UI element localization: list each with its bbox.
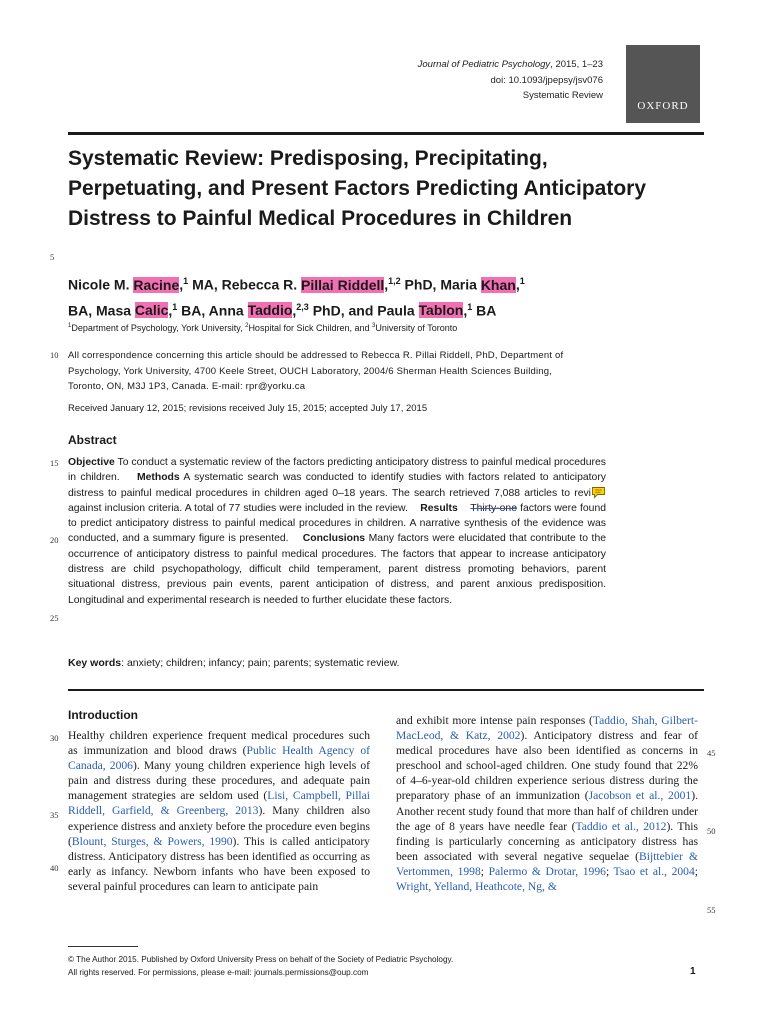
top-rule (68, 132, 704, 135)
rights-line: All rights reserved. For permissions, please e-mail: journals.permissions@oup.com (68, 968, 369, 977)
line-number-35: 35 (50, 810, 59, 820)
keywords-label: Key words (68, 657, 122, 669)
abstract-heading: Abstract (68, 433, 117, 447)
abstract-methods-text-cont: against inclusion criteria. A total of 77 studies were included in the review. (68, 502, 408, 514)
abstract-methods-label: Methods (136, 472, 180, 484)
intro-text: ). Another recent study found that more than half of children under the age of 8 years have needle fear ( (396, 789, 698, 833)
line-number-30: 30 (50, 733, 59, 743)
introduction-heading: Introduction (68, 708, 138, 722)
intro-text: ). Many children also experience distress and anxiety before the procedure even begins ( (68, 804, 371, 848)
journal-name: Journal of Pediatric Psychology (417, 59, 551, 70)
abstract-objective-text: To conduct a systematic review of the factors predicting anticipatory distress to painful medical procedures in children. (68, 457, 606, 484)
author-first: Paula (377, 302, 419, 319)
correspondence-line: Toronto, ON, M3J 1P3, Canada. E-mail: rpr@yorku.ca (68, 381, 306, 392)
citation-link[interactable]: Blount, Sturges, & Powers, 1990 (71, 834, 233, 848)
correspondence-line: Psychology, York University, 4700 Keele Street, OUCH Laboratory, 2004/6 Sherman Health Sciences Building, (68, 365, 553, 377)
line-number-5: 5 (50, 252, 55, 262)
author-affil-sup: 1 (172, 301, 178, 312)
affil-text: University of Toronto (375, 323, 458, 333)
author-surname-highlight: Pillai Riddell (301, 276, 385, 293)
citation-link[interactable]: Wright, Yelland, Heathcote, Ng, & (396, 880, 557, 894)
abstract-methods-text: A systematic search was conducted to identify studies with factors related to anticipatory distress to painful medical procedures in children aged 0–18 years. The search retrieved 7,088 articles to revi (68, 472, 606, 499)
citation-link[interactable]: Jacobson et al., 2001 (588, 789, 692, 803)
copyright-line: © The Author 2015. Published by Oxford University Press on behalf of the Society of Pediatric Psychology. (68, 955, 454, 964)
abstract-conclusions-text: Many factors were elucidated that contribute to the occurrence of anticipatory distress to painful medical procedures. The factors that appear to increase anticipatory distress are child psychopathology, difficult child temperament, parent distress promoting behaviors, parent situational distress, previous pain events, parent anticipation of distress, and parent anxious predisposition. Longitudinal and experimental research is needed to further elucidate these factors. (68, 533, 607, 606)
article-title: Systematic Review: Predisposing, Precipitating, Perpetuating, and Present Factors Predicting Anticipatory Distress to Painful Medical Procedures in Children (68, 147, 647, 230)
oxford-logo (626, 45, 700, 123)
abstract-results-text: factors were found to predict anticipatory distress to painful medical procedures in children. A narrative synthesis of the evidence was conducted, and a summary figure is presented. (68, 502, 606, 545)
author-first: Nicole M. (68, 276, 134, 293)
author-affil-sup: 2,3 (296, 301, 309, 312)
page-number: 1 (690, 966, 696, 977)
line-number-10: 10 (50, 350, 59, 360)
oxford-logo-text: OXFORD (637, 100, 689, 112)
intro-text: ). This is called anticipatory distress. Anticipatory distress has been identified as occurring as early as infancy. Newborn infants who have been exposed to several painful procedures can learn to anticipate pain (68, 834, 370, 893)
line-number-25: 25 (50, 613, 59, 623)
copyright-footnote (68, 953, 628, 979)
abstract-objective-label: Objective (68, 457, 115, 468)
intro-text: ). Many young children experience high levels of pain and distress during these procedures, and adequate pain management strategies are seldom used ( (68, 759, 370, 803)
affil-sup: 1 (68, 323, 72, 329)
intro-text: ; (480, 864, 489, 878)
line-number-50: 50 (707, 826, 716, 836)
author-degree: MA, (188, 276, 222, 293)
line-number-40: 40 (50, 863, 59, 873)
journal-details: , 2015, 1–23 (550, 59, 603, 70)
author-affil-sup: 1 (183, 276, 189, 286)
author-first: Maria (440, 276, 481, 293)
article-type: Systematic Review (522, 90, 603, 101)
intro-text: ; (694, 864, 699, 878)
author-first: Rebecca R. (221, 276, 302, 293)
author-surname-highlight: Racine (133, 276, 180, 293)
citation-link[interactable]: Lisi, Campbell, Pillai Riddell, Garfield, & Greenberg, 2013 (68, 789, 371, 818)
author-degree: BA (472, 302, 497, 319)
line-number-20: 20 (50, 535, 59, 545)
line-number-55: 55 (707, 905, 716, 915)
author-degree: BA, (68, 302, 96, 319)
abstract-results-label: Results (420, 502, 458, 514)
citation-link[interactable]: Taddio et al., 2012 (575, 819, 667, 833)
keywords (68, 657, 688, 669)
abstract-body (68, 455, 606, 608)
citation-link[interactable]: Taddio, Shah, Gilbert-MacLeod, & Katz, 2002 (396, 714, 698, 743)
author-affil-sup: 1 (467, 301, 473, 312)
comment-bubble-icon[interactable] (591, 486, 606, 499)
section-rule (68, 689, 704, 691)
citation-link[interactable]: Tsao et al., 2004 (613, 864, 695, 878)
author-surname-highlight: Calic (134, 302, 169, 319)
abstract-conclusions-label: Conclusions (302, 533, 366, 545)
line-number-15: 15 (50, 458, 59, 468)
line-number-45: 45 (707, 748, 716, 758)
affil-text: Hospital for Sick Children, and (248, 323, 372, 333)
author-first: Masa (96, 302, 135, 319)
intro-column-right (396, 713, 698, 894)
author-line-2: BA, Masa Calic,$^1$ BA, Anna Taddio,$^{2,3}$ PhD, and Paula Tablon,$^1$ BA (68, 301, 497, 319)
author-degree: PhD, (400, 276, 441, 293)
affil-text: Department of Psychology, York University, (71, 323, 246, 333)
intro-text: ; (605, 864, 614, 878)
author-degree: BA, (177, 302, 209, 319)
author-surname-highlight: Khan (480, 276, 516, 293)
correspondence-line: All correspondence concerning this article should be addressed to Rebecca R. Pillai Riddell, PhD, Department of (68, 350, 564, 361)
author-degree: PhD, and (308, 302, 378, 319)
intro-column-left (68, 728, 370, 894)
affiliations (68, 323, 688, 333)
affil-sup: 3 (372, 323, 376, 329)
author-surname-highlight: Tablon (418, 302, 464, 319)
author-affil-sup: 1,2 (388, 276, 401, 286)
author-line-1: Nicole M. Racine,$^1$ MA, Rebecca R. Pillai Riddell,$^{1,2}$ PhD, Maria Khan,$^1$ (68, 276, 525, 293)
journal-meta (343, 57, 603, 104)
footnote-rule (68, 946, 138, 947)
author-affil-sup: 1 (519, 276, 525, 286)
author-surname-highlight: Taddio (247, 302, 293, 319)
intro-text: Healthy children experience frequent medical procedures such as immunization and blood draws ( (68, 729, 370, 758)
citation-link[interactable]: Public Health Agency of Canada, 2006 (68, 744, 370, 773)
intro-text: and exhibit more intense pain responses ( (396, 714, 593, 727)
affil-sup: 2 (245, 323, 249, 329)
doi[interactable]: doi: 10.1093/jpepsy/jsv076 (490, 74, 603, 86)
intro-text: ). Anticipatory distress and fear of medical procedures have also been identified as concerns in preschool and school-aged children. One study found that 22% of 4–6-year-old children experience serious distress during the preparatory phase of an immunization ( (396, 729, 698, 803)
author-first: Anna (208, 302, 248, 319)
strikethrough-annotation[interactable]: Thirty-one (470, 502, 517, 514)
citation-link[interactable]: Palermo & Drotar, 1996 (488, 864, 606, 878)
keywords-text: : anxiety; children; infancy; pain; parents; systematic review. (121, 657, 400, 669)
intro-text: ). This finding is particularly concerning as anticipatory distress has been associated with several negative sequelae ( (396, 819, 699, 863)
author-list (68, 270, 628, 321)
citation-link[interactable]: Bijttebier & Vertommen, 1998 (396, 849, 698, 878)
correspondence (68, 348, 708, 395)
received-dates: Received January 12, 2015; revisions received July 15, 2015; accepted July 17, 2015 (68, 403, 428, 414)
